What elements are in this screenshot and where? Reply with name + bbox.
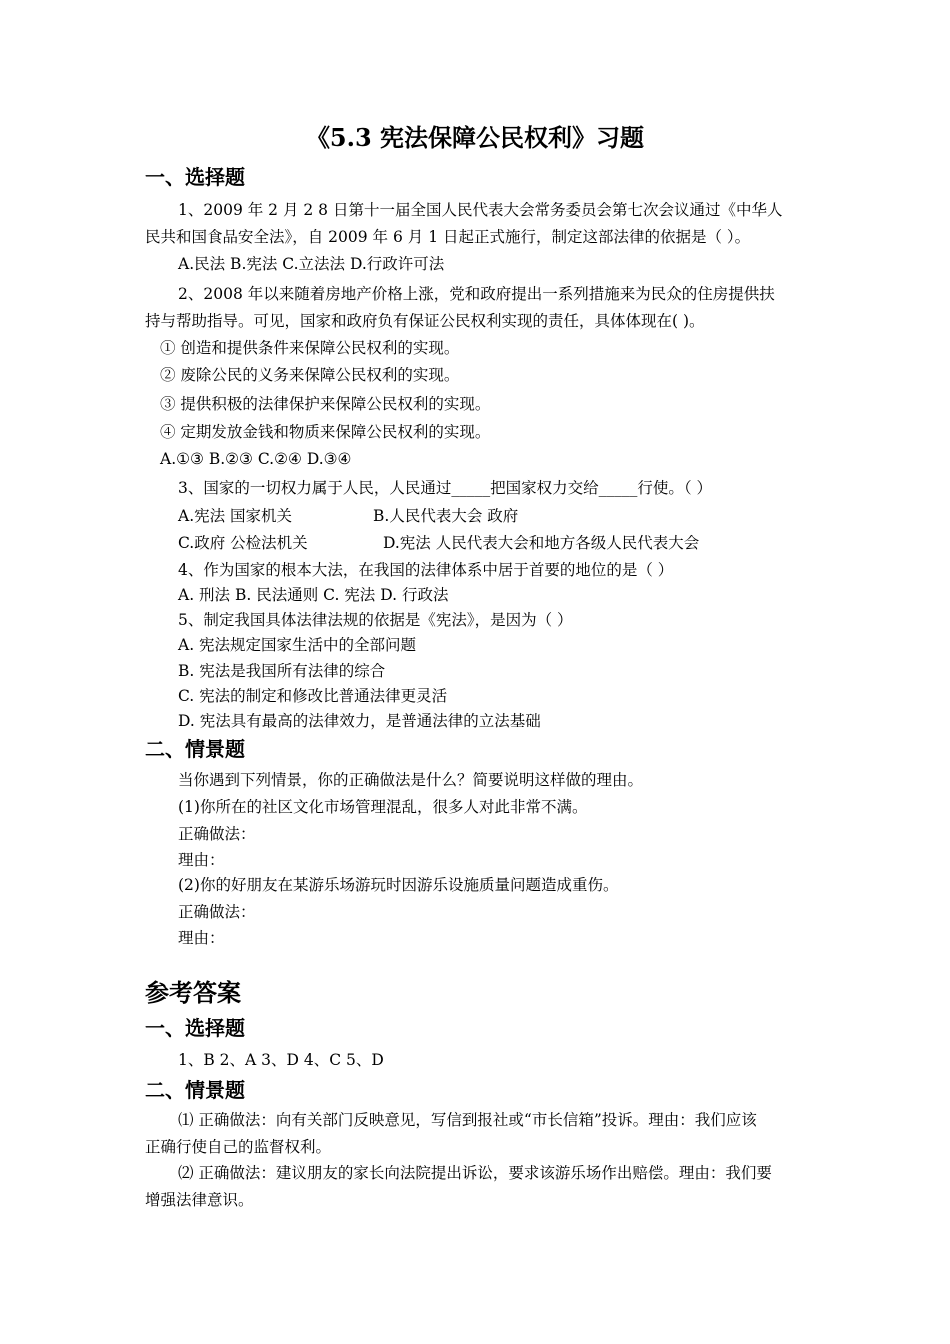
- answers-section-scenario: 二、情景题: [145, 1078, 245, 1102]
- q2-options: A.①③ B.②③ C.②④ D.③④: [160, 450, 352, 468]
- page-title: 《5.3 宪法保障公民权利》习题: [305, 123, 645, 152]
- section-heading-scenario: 二、情景题: [145, 737, 245, 761]
- scenario-intro: 当你遇到下列情景，你的正确做法是什么？简要说明这样做的理由。: [178, 771, 644, 789]
- q2-line1: 2、2008 年以来随着房地产价格上涨，党和政府提出一系列措施来为民众的住房提供扶: [178, 285, 775, 303]
- q5-option-a: A. 宪法规定国家生活中的全部问题: [178, 636, 417, 654]
- q1-options: A.民法 B.宪法 C.立法法 D.行政许可法: [178, 255, 445, 273]
- q1-line1: 1、2009 年 2 月 2 8 日第十一届全国人民代表大会常务委员会第七次会议通过《中华人: [178, 201, 783, 219]
- answers-heading: 参考答案: [145, 978, 241, 1007]
- q3-option-a: A.宪法 国家机关: [178, 507, 293, 525]
- scenario-2-reason: 理由：: [178, 929, 225, 947]
- answers-choice-line: 1、B 2、A 3、D 4、C 5、D: [178, 1051, 384, 1069]
- q4-line: 4、作为国家的根本大法，在我国的法律体系中居于首要的地位的是（ ）: [178, 561, 674, 579]
- scenario-2-action: 正确做法：: [178, 903, 256, 921]
- q5-option-d: D. 宪法具有最高的法律效力，是普通法律的立法基础: [178, 712, 541, 730]
- q3-line: 3、国家的一切权力属于人民，人民通过_____把国家权力交给_____行使。（ ）: [178, 479, 713, 497]
- q3-option-b: B.人民代表大会 政府: [373, 507, 519, 525]
- q5-option-b: B. 宪法是我国所有法律的综合: [178, 662, 386, 680]
- scenario-2: (2)你的好朋友在某游乐场游玩时因游乐设施质量问题造成重伤。: [178, 876, 619, 894]
- answer-1-line1: ⑴ 正确做法：向有关部门反映意见，写信到报社或“市长信箱”投诉。理由：我们应该: [178, 1111, 757, 1129]
- q4-options: A. 刑法 B. 民法通则 C. 宪法 D. 行政法: [178, 586, 449, 604]
- q3-option-c: C.政府 公检法机关: [178, 534, 308, 552]
- answers-section-choice: 一、选择题: [145, 1016, 245, 1040]
- q2-item3: ③ 提供积极的法律保护来保障公民权利的实现。: [160, 395, 491, 413]
- answer-2-line2: 增强法律意识。: [145, 1191, 254, 1209]
- q3-option-d: D.宪法 人民代表大会和地方各级人民代表大会: [383, 534, 700, 552]
- q5-option-c: C. 宪法的制定和修改比普通法律更灵活: [178, 687, 448, 705]
- q5-line: 5、制定我国具体法律法规的依据是《宪法》，是因为（ ）: [178, 611, 573, 629]
- scenario-1-action: 正确做法：: [178, 825, 256, 843]
- answer-1-line2: 正确行使自己的监督权利。: [145, 1138, 332, 1156]
- scenario-1-reason: 理由：: [178, 851, 225, 869]
- q2-item4: ④ 定期发放金钱和物质来保障公民权利的实现。: [160, 423, 491, 441]
- section-heading-choice: 一、选择题: [145, 165, 245, 189]
- q2-item2: ② 废除公民的义务来保障公民权利的实现。: [160, 366, 460, 384]
- q2-item1: ① 创造和提供条件来保障公民权利的实现。: [160, 339, 460, 357]
- scenario-1: (1)你所在的社区文化市场管理混乱，很多人对此非常不满。: [178, 798, 588, 816]
- answer-2-line1: ⑵ 正确做法：建议朋友的家长向法院提出诉讼，要求该游乐场作出赔偿。理由：我们要: [178, 1164, 772, 1182]
- q2-line2: 持与帮助指导。可见，国家和政府负有保证公民权利实现的责任，具体体现在( )。: [145, 312, 705, 330]
- q1-line2: 民共和国食品安全法》，自 2009 年 6 月 1 日起正式施行，制定这部法律的依据是（ ）。: [145, 228, 751, 246]
